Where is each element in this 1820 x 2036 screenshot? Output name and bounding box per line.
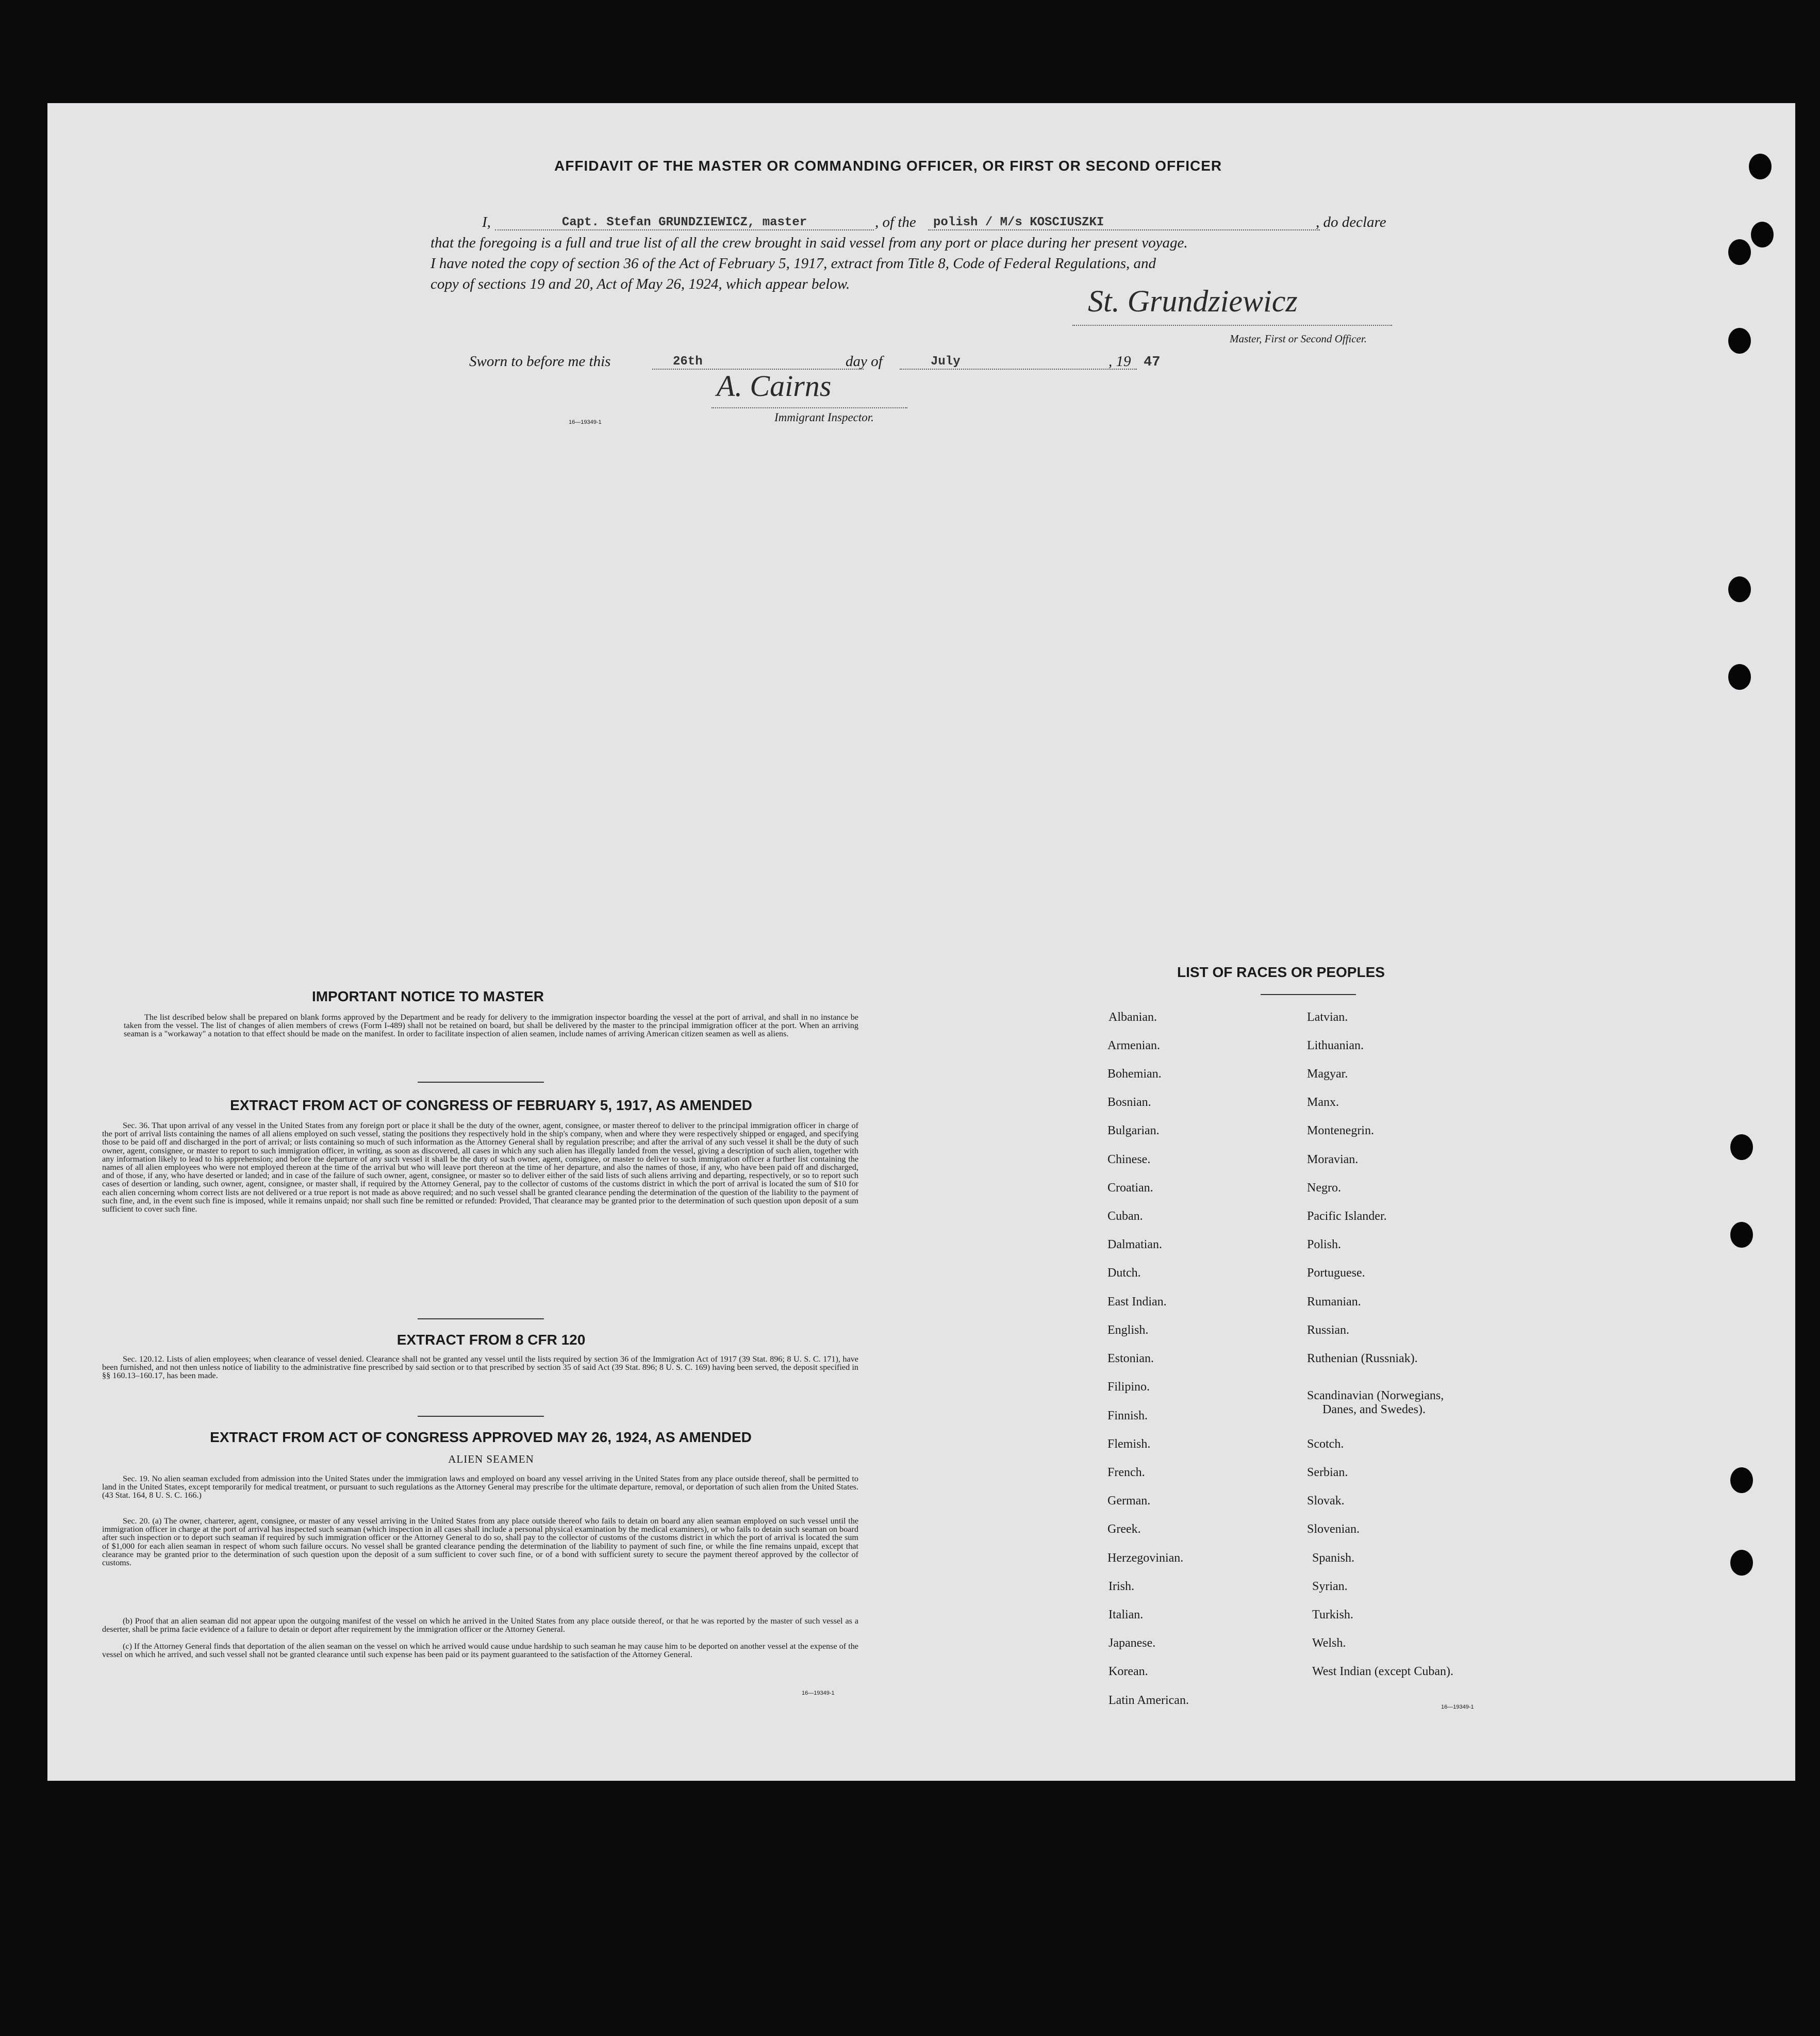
race-item: Estonian.	[1107, 1352, 1154, 1365]
race-item: Portuguese.	[1307, 1266, 1365, 1280]
sec-20a-text: Sec. 20. (a) The owner, charterer, agent, consignee, or master of any vessel arriving in the United States from any place outside thereof who fails to detain on board any alien seaman employed on such vessel until the immigration officer in charge at the port of arrival has inspected such seaman (which inspection in all cases shall include a personal physical examination by the medical examiners), or who fails to detain such seaman on board after such inspection or to deport such seaman if required by such immigration officer or the Attorney General to do so, shall pay to the collector of customs of the customs district in which the port of arrival is located the sum of $1,000 for each alien seaman in respect of whom such failure occurs. No vessel shall be granted clearance pending the determination of the liability to payment of such fine, or while the fine remains unpaid, except that clearance may be granted prior to the determination of such question upon the deposit of a sum sufficient to cover such fine, or of a bond with sufficient surety to secure the payment thereof approved by the collector of customs.	[102, 1516, 858, 1568]
race-item: Dalmatian.	[1107, 1238, 1162, 1251]
race-item: Welsh.	[1312, 1636, 1346, 1650]
declare-i: I,	[482, 214, 491, 230]
master-signature: St. Grundziewicz	[1088, 284, 1298, 318]
declarant-name: Capt. Stefan GRUNDZIEWICZ, master	[495, 216, 874, 230]
binder-hole	[1730, 1550, 1753, 1576]
of-the-label: , of the	[875, 214, 916, 230]
sworn-day: 26th	[652, 355, 864, 370]
race-item: Russian.	[1307, 1323, 1350, 1337]
race-item: Croatian.	[1107, 1181, 1153, 1195]
race-item: Slovak.	[1307, 1494, 1345, 1508]
race-item: Italian.	[1108, 1608, 1144, 1621]
race-item: Scotch.	[1307, 1437, 1344, 1451]
signature-line	[1072, 325, 1392, 326]
races-title: LIST OF RACES OR PEOPLES	[1177, 964, 1385, 980]
race-item: Spanish.	[1312, 1551, 1355, 1565]
race-item: Japanese.	[1108, 1636, 1156, 1650]
sec-20c-text: (c) If the Attorney General finds that deportation of the alien seaman on the vessel on which he arrived would cause undue hardship to such seaman he may cause him to be deported on another vessel at the expense of the vessel on which he arrived, and such vessel shall not be granted clearance until such expense has been paid or its payment guaranteed to the satisfaction of the Attorney General.	[102, 1642, 858, 1660]
race-item: Greek.	[1107, 1522, 1141, 1536]
race-item: Rumanian.	[1307, 1295, 1361, 1309]
inspector-label: Immigrant Inspector.	[774, 411, 874, 424]
race-item: Latvian.	[1307, 1011, 1348, 1024]
sworn-label: Sworn to before me this	[469, 353, 611, 370]
race-item: Pacific Islander.	[1307, 1210, 1387, 1223]
race-item: East Indian.	[1107, 1295, 1167, 1309]
form-number: 16—19349-1	[1441, 1704, 1474, 1710]
race-item: Bosnian.	[1107, 1096, 1151, 1109]
master-label: Master, First or Second Officer.	[1230, 333, 1367, 345]
day-of-label: day of	[846, 353, 883, 370]
race-item: Finnish.	[1107, 1409, 1148, 1422]
binder-hole	[1730, 1222, 1753, 1248]
sec-19-text: Sec. 19. No alien seaman excluded from admission into the United States under the immigration laws and employed on board any vessel arriving in the United States from any place outside thereof, shall be permitted to land in the United States, except temporarily for medical treatment, or pursuant to such regulations as the Attorney General may prescribe for the ultimate departure, removal, or deportation of such alien from the United States. (43 Stat. 164, 8 U. S. C. 166.)	[102, 1474, 858, 1500]
race-item: Filipino.	[1107, 1380, 1150, 1394]
race-item: Montenegrin.	[1307, 1124, 1374, 1137]
binder-hole	[1728, 239, 1751, 265]
divider	[418, 1082, 544, 1083]
inspector-signature: A. Cairns	[717, 369, 832, 403]
race-item: German.	[1107, 1494, 1151, 1508]
race-item: Dutch.	[1107, 1266, 1141, 1280]
race-item: Turkish.	[1312, 1608, 1353, 1621]
sworn-year: 47	[1144, 355, 1161, 370]
extract-1924-title: EXTRACT FROM ACT OF CONGRESS APPROVED MAY 26, 1924, AS AMENDED	[210, 1429, 752, 1445]
extract-1917-text: Sec. 36. That upon arrival of any vessel in the United States from any foreign port or place it shall be the duty of the owner, agent, consignee, or master thereof to deliver to the principal immigration officer in charge of the port of arrival lists containing the names of all aliens employed on such vessel, stating the positions they respectively hold in the ship's company, when and where they were respectively shipped or engaged, and specifying those to be paid off and discharged in the port of arrival; or lists containing so much of such information as the Attorney General shall by regulation prescribe; and after the arrival of any such vessel it shall be the duty of such owner, agent, consignee, or master to report to such immigration officer, in writing, as soon as discovered, all cases in which any such alien has illegally landed from the vessel, giving a description of such alien, together with any information likely to lead to his apprehension; and before the departure of any such vessel it shall be the duty of such owner, agent, consignee, or master to deliver to such immigration officer a further list containing the names of all alien employees who were not employed thereon at the time of the arrival but who will leave port thereon at the time of her departure, and also the names of those, if any, who have been paid off and discharged, and of those, if any, who have deserted or landed; and in case of the failure of such owner, agent, consignee, or master so to deliver either of the said lists of such aliens arriving and departing, respectively, or so to report such cases of desertion or landing, such owner, agent, consignee, or master shall, if required by the Attorney General, pay to the collector of customs of the customs district in which the port of arrival is located the sum of $10 for each alien concerning whom correct lists are not delivered or a true report is not made as above required; and no such vessel shall be granted clearance pending the determination of the question of the liability to the payment of such fine, and, in the event such fine is imposed, while it remains unpaid; nor shall such fine be remitted or refunded: Provided, That clearance may be granted prior to the determination of such question upon deposit of a sum sufficient to cover such fine.	[102, 1121, 858, 1214]
form-number: 16—19349-1	[569, 419, 602, 425]
race-item: West Indian (except Cuban).	[1312, 1665, 1453, 1678]
inspector-line	[712, 407, 907, 408]
alien-seamen-subtitle: ALIEN SEAMEN	[448, 1453, 534, 1465]
form-number: 16—19349-1	[802, 1690, 835, 1696]
race-item: Ruthenian (Russniak).	[1307, 1352, 1418, 1365]
race-item: Negro.	[1307, 1181, 1341, 1195]
binder-hole	[1728, 576, 1751, 602]
race-item: Latin American.	[1108, 1694, 1189, 1707]
race-item: Herzegovinian.	[1107, 1551, 1184, 1565]
race-item: Flemish.	[1107, 1437, 1151, 1451]
affidavit-title: AFFIDAVIT OF THE MASTER OR COMMANDING OFFICER, OR FIRST OR SECOND OFFICER	[554, 158, 1222, 174]
race-item: Scandinavian (Norwegians,	[1307, 1389, 1444, 1402]
extract-cfr-text: Sec. 120.12. Lists of alien employees; when clearance of vessel denied. Clearance shall not be granted any vessel until the lists required by section 36 of the Immigration Act of 1917 (39 Stat. 896; 8 U. S. C. 171), have been furnished, and not then unless notice of liability to the administrative fine prescribed by said section or to that prescribed by section 35 of said Act (39 Stat. 896; 8 U. S. C. 169) having been served, the deposit specified in §§ 160.13–160.17, has been made.	[102, 1354, 858, 1381]
affidavit-line-4: copy of sections 19 and 20, Act of May 26, 1924, which appear below.	[431, 276, 850, 292]
sec-20b-text: (b) Proof that an alien seaman did not appear upon the outgoing manifest of the vessel on which he arrived in the United States from any place outside thereof, or that he was reported by the master of such vessel as a deserter, shall be prima facie evidence of a failure to detain or deport after requirement by the immigration officer or the Attorney General.	[102, 1616, 858, 1634]
race-item: Polish.	[1307, 1238, 1342, 1251]
divider	[418, 1416, 544, 1417]
binder-hole	[1749, 154, 1772, 179]
race-item: Syrian.	[1312, 1580, 1348, 1593]
race-item: Bulgarian.	[1107, 1124, 1160, 1137]
race-item: Armenian.	[1107, 1039, 1160, 1052]
race-item: Bohemian.	[1107, 1067, 1162, 1081]
year-prefix: , 19	[1108, 353, 1131, 370]
race-item: Slovenian.	[1307, 1522, 1360, 1536]
binder-hole	[1751, 222, 1774, 247]
binder-hole	[1728, 664, 1751, 690]
race-item: Korean.	[1108, 1665, 1148, 1678]
race-item: French.	[1107, 1466, 1145, 1479]
binder-hole	[1730, 1467, 1753, 1493]
race-item: Lithuanian.	[1307, 1039, 1364, 1052]
binder-hole	[1730, 1134, 1753, 1160]
race-item: English.	[1107, 1323, 1149, 1337]
race-item: Albanian.	[1108, 1011, 1157, 1024]
race-item: Danes, and Swedes).	[1322, 1403, 1426, 1416]
race-item: Serbian.	[1307, 1466, 1348, 1479]
race-item: Manx.	[1307, 1096, 1339, 1109]
race-item: Chinese.	[1107, 1153, 1151, 1166]
race-item: Cuban.	[1107, 1210, 1143, 1223]
do-declare-label: , do declare	[1316, 214, 1386, 230]
notice-text: The list described below shall be prepared on blank forms approved by the Department and be ready for delivery to the immigration inspector boarding the vessel at the port of arrival, and shall in no instance be taken from the vessel. The list of changes of alien members of crews (Form I-489) shall not be retained on board, but shall be delivered by the master to the principal immigration officer at the port. When an arriving seaman is a "workaway" a notation to that effect should be made on the manifest. In order to facilitate inspection of alien seamen, include names of arriving American citizen seamen as well as aliens.	[124, 1013, 858, 1039]
extract-cfr-title: EXTRACT FROM 8 CFR 120	[396, 1332, 586, 1348]
vessel-name: polish / M/s KOSCIUSZKI	[928, 216, 1320, 230]
extract-1917-title: EXTRACT FROM ACT OF CONGRESS OF FEBRUARY 5, 1917, AS AMENDED	[230, 1097, 752, 1113]
race-item: Moravian.	[1307, 1153, 1359, 1166]
race-item: Irish.	[1108, 1580, 1134, 1593]
race-item: Magyar.	[1307, 1067, 1348, 1081]
binder-hole	[1728, 328, 1751, 354]
notice-title: IMPORTANT NOTICE TO MASTER	[311, 988, 544, 1004]
sworn-month: July	[900, 355, 1137, 370]
affidavit-line-2: that the foregoing is a full and true list of all the crew brought in said vessel from any port or place during her present voyage.	[431, 235, 1188, 251]
divider	[418, 1318, 544, 1319]
divider	[1261, 994, 1356, 995]
affidavit-line-3: I have noted the copy of section 36 of the Act of February 5, 1917, extract from Title 8, Code of Federal Regulations, and	[431, 255, 1156, 272]
